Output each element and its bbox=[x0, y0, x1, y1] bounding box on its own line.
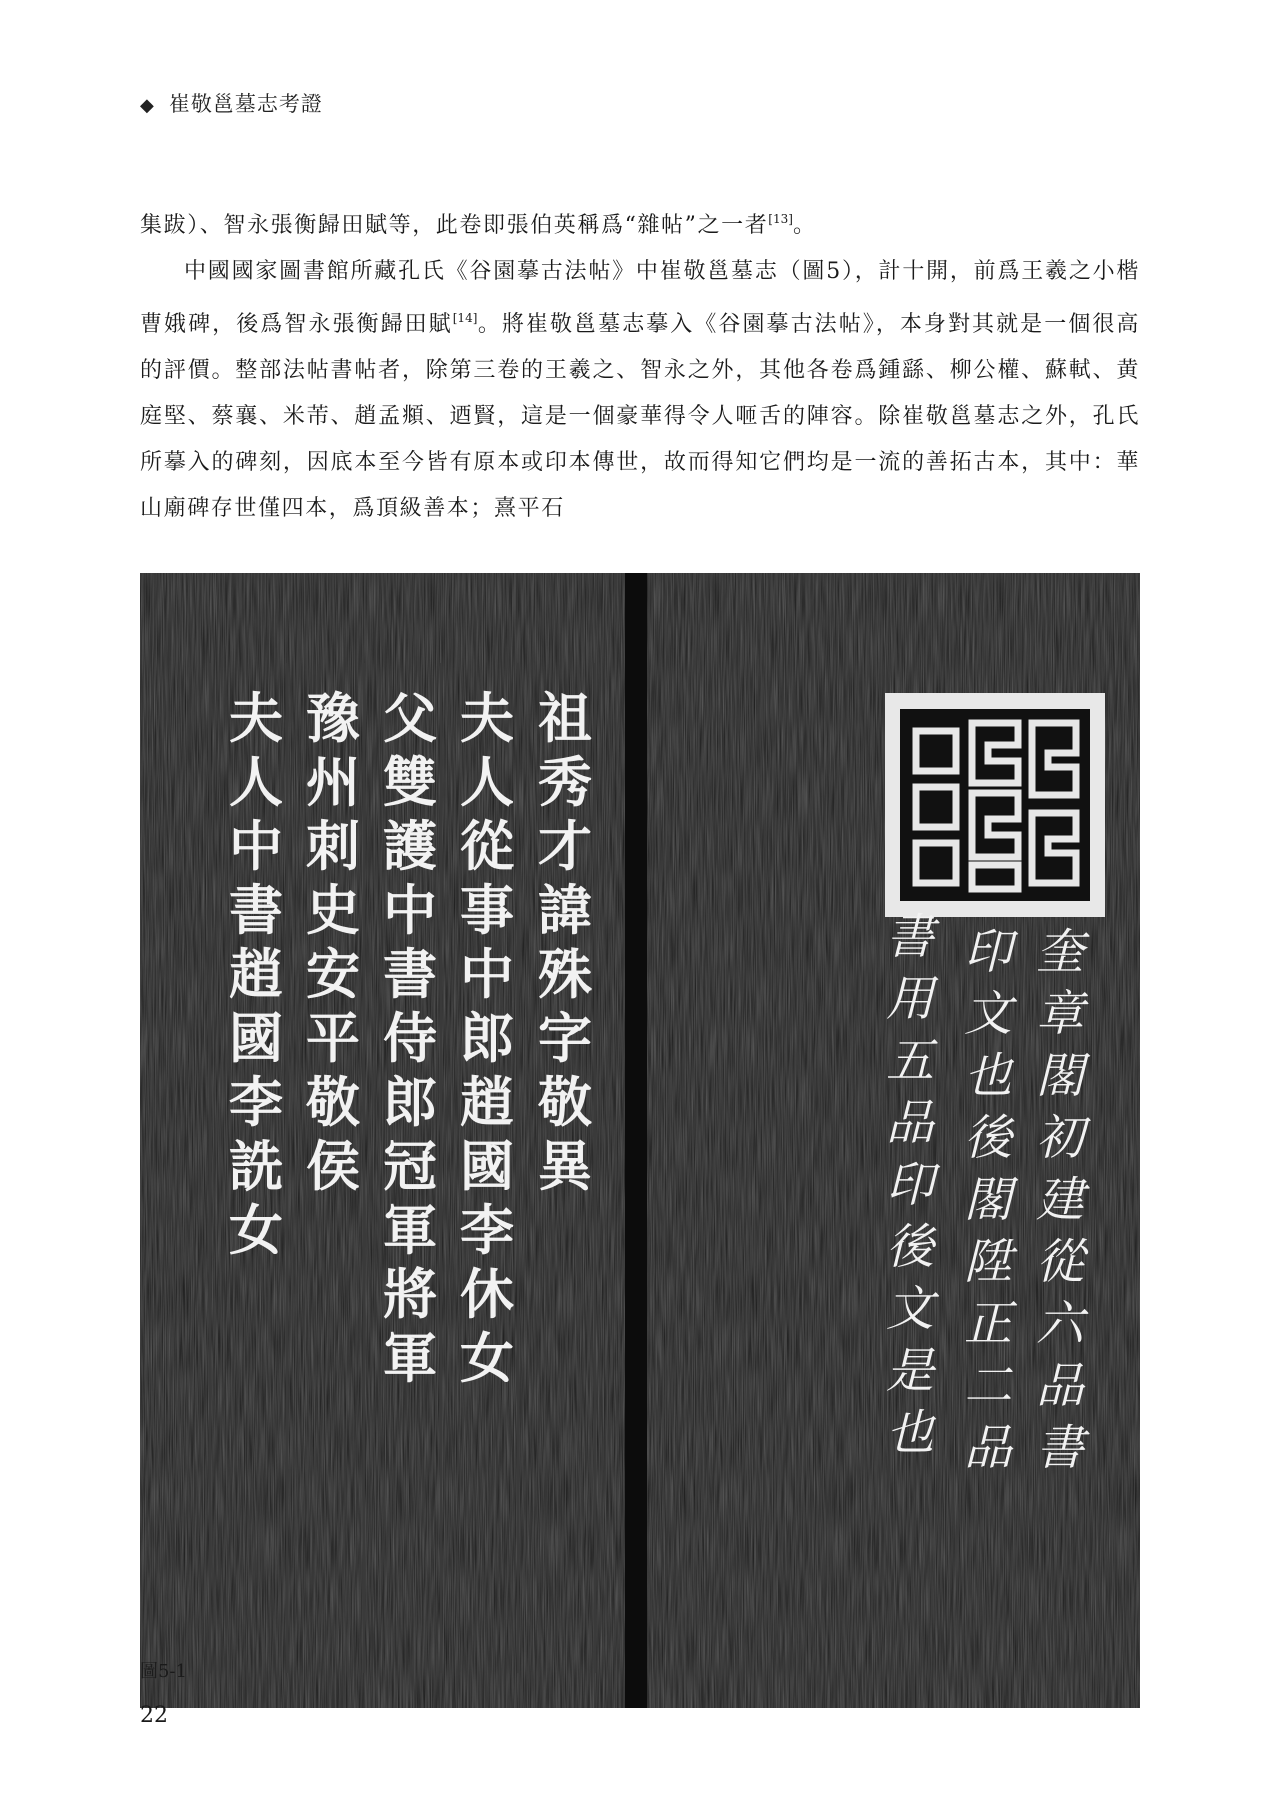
rubbing-image bbox=[140, 573, 1140, 1708]
figure-caption: 圖5-1 bbox=[140, 1661, 187, 1682]
inscription-column: 父雙護中書侍郎冠軍將軍 bbox=[383, 687, 437, 1390]
rubbing-figure bbox=[140, 573, 1140, 1708]
inscription-column: 夫人從事中郎趙國李休女 bbox=[460, 687, 514, 1390]
seal-icon bbox=[885, 693, 1105, 917]
paragraph-1: 集跋）、智永張衡歸田賦等，此卷即張伯英稱爲“雜帖”之一者[13]。 bbox=[140, 212, 817, 238]
inscription-column: 祖秀才諱殊字敬異 bbox=[538, 687, 592, 1198]
colophon-column: 奎章閣初建從六品書 bbox=[1035, 924, 1085, 1476]
footnote-ref-13: [13] bbox=[768, 212, 793, 226]
colophon-column: 印文也後閣陞正二品 bbox=[963, 924, 1013, 1476]
page-number: 22 bbox=[140, 1703, 168, 1728]
diamond-icon: ◆ bbox=[140, 95, 155, 116]
footnote-ref-14: [14] bbox=[452, 311, 478, 325]
inscription-column: 夫人中書趙國李詵女 bbox=[229, 687, 283, 1262]
inscription-column: 豫州刺史安平敬侯 bbox=[306, 687, 360, 1198]
body-text bbox=[140, 196, 1140, 532]
right-leaf-colophon bbox=[886, 909, 1092, 1476]
paragraph-2: 中國國家圖書館所藏孔氏《谷園摹古法帖》中崔敬邕墓志（圖5），計十開，前爲王羲之小楷曹娥碑，後爲智永張衡歸田賦[14]。將崔敬邕墓志摹入《谷園摹古法帖》，本身對其就是一個很高的評價。整部法帖書帖者，除第三卷的王羲之、智永之外，其他各卷爲鍾繇、柳公權、蘇軾、黄庭堅、蔡襄、米芾、趙孟頫、迺賢，這是一個豪華得令人咂舌的陣容。除崔敬邕墓志之外，孔氏所摹入的碑刻，因底本至今皆有原本或印本傳世，故而得知它們均是一流的善拓古本，其中：華山廟碑存世僅四本，爲頂級善本；熹平石 bbox=[140, 259, 1140, 521]
running-head bbox=[140, 88, 323, 118]
running-head-title: 崔敬邕墓志考證 bbox=[168, 92, 323, 116]
colophon-column: 書用五品印後文是也 bbox=[885, 909, 935, 1461]
